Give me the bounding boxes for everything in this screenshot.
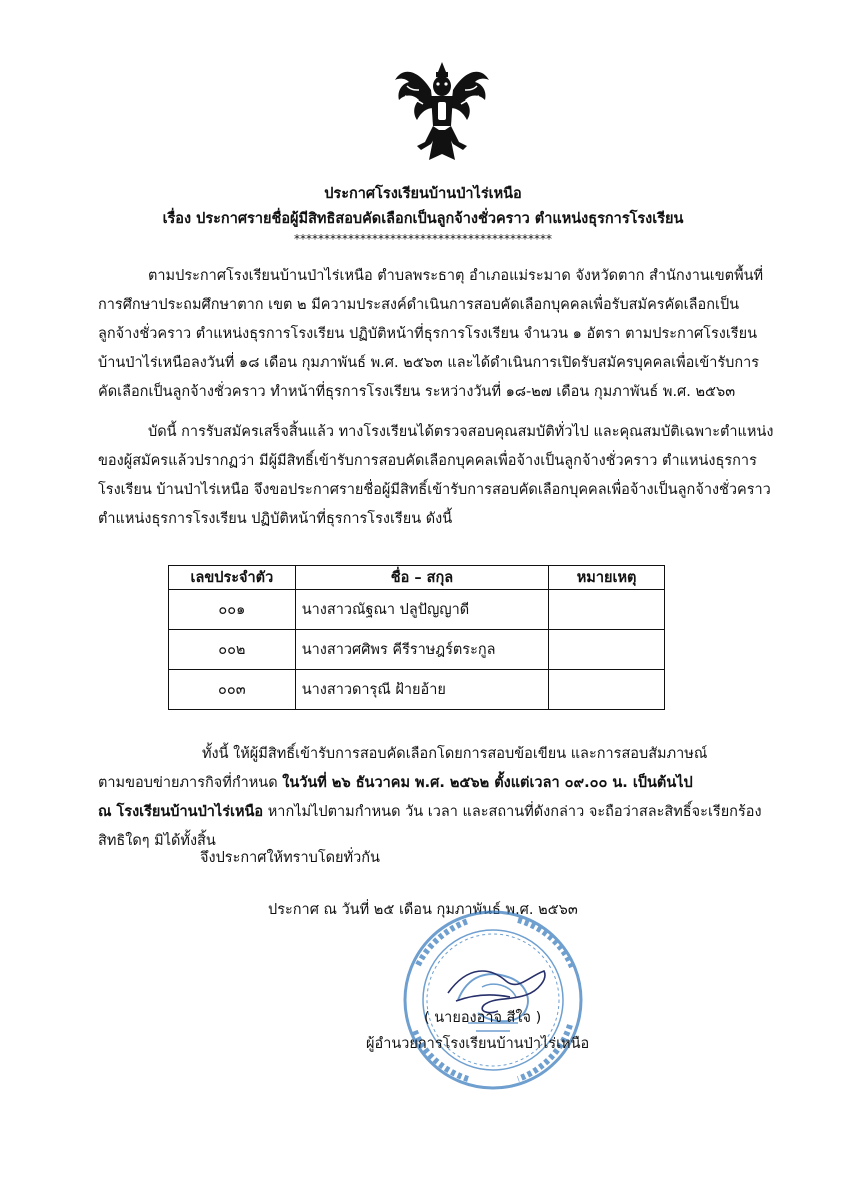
date-line: ประกาศ ณ วันที่ ๒๕ เดือน กุมภาพันธ์ พ.ศ. ๒๕๖๓: [268, 902, 578, 918]
paragraph-3: [98, 740, 762, 856]
candidate-name: นางสาวณัฐณา ปลูปัญญาดี: [295, 590, 548, 630]
paragraph-3-prefix: ตามขอบข่ายภารกิจที่กำหนด: [98, 775, 283, 791]
paragraph-3-line: สิทธิใดๆ มิได้ทั้งสิ้น: [98, 833, 216, 849]
column-header-name: ชื่อ – สกุล: [295, 566, 548, 590]
table-row: [169, 630, 665, 670]
paragraph-3-line: ทั้งนี้ ให้ผู้มีสิทธิ์เข้ารับการสอบคัดเลือกโดยการสอบข้อเขียน และการสอบสัมภาษณ์: [202, 746, 708, 762]
paragraph-1: [98, 262, 763, 407]
paragraph-1-line: คัดเลือกเป็นลูกจ้างชั่วคราว ทำหน้าที่ธุรการโรงเรียน ระหว่างวันที่ ๑๘-๒๗ เดือน กุมภาพันธ์ พ.ศ. ๒๕๖๓: [98, 384, 736, 400]
table-header-row: [169, 566, 665, 590]
exam-location-text: ณ โรงเรียนบ้านป่าไร่เหนือ: [98, 804, 264, 820]
paragraph-1-line: ตามประกาศโรงเรียนบ้านป่าไร่เหนือ ตำบลพระธาตุ อำเภอแม่ระมาด จังหวัดตาก สำนักงานเขตพื้นที่: [148, 268, 764, 284]
signatory-position: ผู้อำนวยการโรงเรียนบ้านป่าไร่เหนือ: [366, 1036, 590, 1052]
school-seal-icon: [398, 905, 588, 1095]
candidate-name: นางสาวศศิพร คีรีราษฎร์ตระกูล: [295, 630, 548, 670]
exam-date-text: ในวันที่ ๒๖ ธันวาคม พ.ศ. ๒๕๖๒ ตั้งแต่เวลา ๐๙.๐๐ น. เป็นต้นไป: [282, 775, 693, 791]
candidate-id: ๐๐๓: [169, 670, 296, 710]
announcement-line: จึงประกาศให้ทราบโดยทั่วกัน: [200, 850, 380, 866]
garuda-emblem-icon: [391, 60, 493, 166]
candidate-name: นางสาวดารุณี ฝ้ายอ้าย: [295, 670, 548, 710]
separator-line: *******************************************: [294, 232, 552, 246]
candidate-id: ๐๐๑: [169, 590, 296, 630]
candidate-note: [549, 630, 665, 670]
column-header-note: หมายเหตุ: [549, 566, 665, 590]
column-header-id: เลขประจำตัว: [169, 566, 296, 590]
paragraph-1-line: บ้านป่าไร่เหนือลงวันที่ ๑๘ เดือน กุมภาพันธ์ พ.ศ. ๒๕๖๓ และได้ดำเนินการเปิดรับสมัครบุคคลเพื่อเข้ารับการ: [98, 355, 760, 371]
paragraph-3-line: [98, 769, 762, 798]
candidate-note: [549, 670, 665, 710]
signatory-name: ( นายองอาจ สีใจ ): [424, 1010, 542, 1026]
table-row: [169, 590, 665, 630]
paragraph-2-line: ตำแหน่งธุรการโรงเรียน ปฏิบัติหน้าที่ธุรการโรงเรียน ดังนี้: [98, 511, 453, 527]
paragraph-3-line: [98, 798, 762, 827]
paragraph-2-line: บัดนี้ การรับสมัครเสร็จสิ้นแล้ว ทางโรงเรียนได้ตรวจสอบคุณสมบัติทั่วไป และคุณสมบัติเฉพาะตำแหน่ง: [148, 424, 774, 440]
table-row: [169, 670, 665, 710]
paragraph-1-line: ลูกจ้างชั่วคราว ตำแหน่งธุรการโรงเรียน ปฏิบัติหน้าที่ธุรการโรงเรียน จำนวน ๑ อัตรา ตามประกาศโรงเรียน: [98, 326, 757, 342]
document-title: ประกาศโรงเรียนบ้านป่าไร่เหนือ: [324, 186, 522, 202]
candidate-id: ๐๐๒: [169, 630, 296, 670]
paragraph-3-rest: หากไม่ไปตามกำหนด วัน เวลา และสถานที่ดังกล่าว จะถือว่าสละสิทธิ์จะเรียกร้อง: [263, 804, 762, 820]
paragraph-1-line: การศึกษาประถมศึกษาตาก เขต ๒ มีความประสงค์ดำเนินการสอบคัดเลือกบุคคลเพื่อรับสมัครคัดเลือกเป็น: [98, 297, 740, 313]
candidates-table: [168, 565, 665, 710]
paragraph-2-line: ของผู้สมัครแล้วปรากฏว่า มีผู้มีสิทธิ์เข้ารับการสอบคัดเลือกบุคคลเพื่อจ้างเป็นลูกจ้างชั่วคราว ตำแหน่งธุรการ: [98, 453, 757, 469]
paragraph-2-line: โรงเรียน บ้านป่าไร่เหนือ จึงขอประกาศรายชื่อผู้มีสิทธิ์เข้ารับการสอบคัดเลือกบุคคลเพื่อจ้างเป็นลูกจ้างชั่วคราว: [98, 482, 771, 498]
candidate-note: [549, 590, 665, 630]
document-subject: เรื่อง ประกาศรายชื่อผู้มีสิทธิสอบคัดเลือกเป็นลูกจ้างชั่วคราว ตำแหน่งธุรการโรงเรียน: [162, 211, 684, 227]
paragraph-2: [98, 418, 773, 534]
